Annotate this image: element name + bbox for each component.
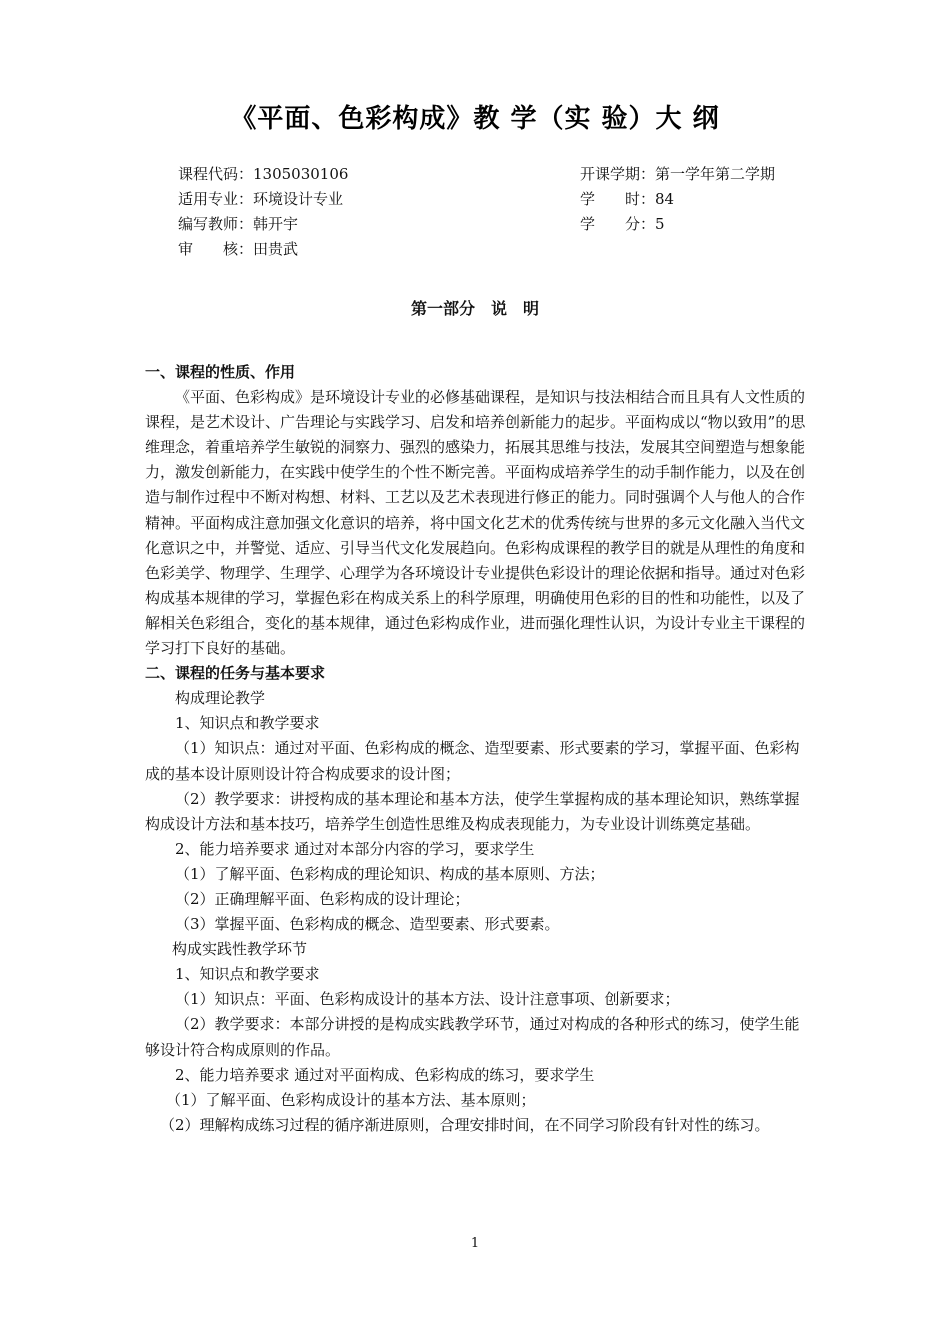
item-knowledge-points: （1）知识点：通过对平面、色彩构成的概念、造型要素、形式要素的学习，掌握平面、色彩构成的基本设计原则设计符合构成要求的设计图； bbox=[145, 739, 800, 783]
item-ability-requirements: 2、能力培养要求 通过对本部分内容的学习，要求学生 bbox=[175, 839, 535, 858]
list-item: （3）掌握平面、色彩构成的概念、造型要素、形式要素。 bbox=[175, 915, 560, 934]
list-item: （1）了解平面、色彩构成设计的基本方法、基本原则； bbox=[166, 1090, 536, 1109]
credits: 学 分：5 bbox=[580, 215, 665, 233]
course-info-left bbox=[178, 162, 348, 262]
applicable-major: 适用专业：环境设计专业 bbox=[178, 190, 344, 208]
item-ability-requirements-practice: 2、能力培养要求 通过对平面构成、色彩构成的练习，要求学生 bbox=[175, 1065, 595, 1084]
class-hours: 学 时：84 bbox=[580, 190, 675, 208]
page-number: 1 bbox=[470, 1236, 480, 1251]
course-code: 课程代码：1305030106 bbox=[178, 165, 349, 183]
paragraph-course-nature: 《平面、色彩构成》是环境设计专业的必修基础课程，是知识与技法相结合而且具有人文性质的课程，是艺术设计、广告理论与实践学习、启发和培养创新能力的起步。平面构成以“物以致用”的思维理念，着重培养学生敏锐的洞察力、强烈的感染力，拓展其思维与技法，发展其空间塑造与想象能力，激发创新能力，在实践中使学生的个性不断完善。平面构成培养学生的动手制作能力，以及在创造与制作过程中不断对构想、材料、工艺以及艺术表现进行修正的能力。同时强调个人与他人的合作精神。平面构成注意加强文化意识的培养，将中国文化艺术的优秀传统与世界的多元文化融入当代文化意识之中，并警觉、适应、引导当代文化发展趋向。色彩构成课程的教学目的就是从理性的角度和色彩美学、物理学、生理学、心理学为各环境设计专业提供色彩设计的理论依据和指导。通过对色彩构成基本规律的学习，掌握色彩在构成关系上的科学原理，明确使用色彩的目的性和功能性，以及了解相关色彩组合，变化的基本规律，通过色彩构成作业，进而强化理性认识，为设计专业主干课程的学习打下良好的基础。 bbox=[145, 388, 806, 658]
semester: 开课学期：第一学年第二学期 bbox=[580, 165, 776, 183]
item-teaching-requirements: （2）教学要求：讲授构成的基本理论和基本方法，使学生掌握构成的基本理论知识，熟练掌握构成设计方法和基本技巧，培养学生创造性思维及构成表现能力，为专业设计训练奠定基础。 bbox=[145, 789, 800, 833]
subheading-practice-teaching: 构成实践性教学环节 bbox=[172, 940, 308, 959]
heading-course-nature: 一、课程的性质、作用 bbox=[145, 363, 296, 381]
author-teacher: 编写教师：韩开宇 bbox=[178, 215, 299, 233]
item-knowledge-requirements: 1、知识点和教学要求 bbox=[175, 714, 320, 733]
subheading-theory-teaching: 构成理论教学 bbox=[175, 689, 266, 708]
item-knowledge-points-practice: （1）知识点：平面、色彩构成设计的基本方法、设计注意事项、创新要求； bbox=[175, 990, 680, 1009]
document-title: 《平面、色彩构成》教 学（实 验）大 纲 bbox=[230, 104, 720, 134]
list-item: （1）了解平面、色彩构成的理论知识、构成的基本原则、方法； bbox=[175, 864, 605, 883]
list-item: （2）理解构成练习过程的循序渐进原则，合理安排时间，在不同学习阶段有针对性的练习。 bbox=[160, 1115, 770, 1134]
item-teaching-requirements-practice: （2）教学要求：本部分讲授的是构成实践教学环节，通过对构成的各种形式的练习，使学生能够设计符合构成原则的作品。 bbox=[145, 1015, 800, 1059]
section-title: 第一部分 说 明 bbox=[410, 299, 539, 318]
reviewer: 审 核：田贵武 bbox=[178, 240, 299, 258]
list-item: （2）正确理解平面、色彩构成的设计理论； bbox=[175, 889, 470, 908]
heading-course-tasks: 二、课程的任务与基本要求 bbox=[145, 664, 326, 683]
course-info-right bbox=[580, 162, 775, 237]
item-knowledge-requirements-practice: 1、知识点和教学要求 bbox=[175, 965, 320, 984]
document-body bbox=[145, 360, 813, 1138]
